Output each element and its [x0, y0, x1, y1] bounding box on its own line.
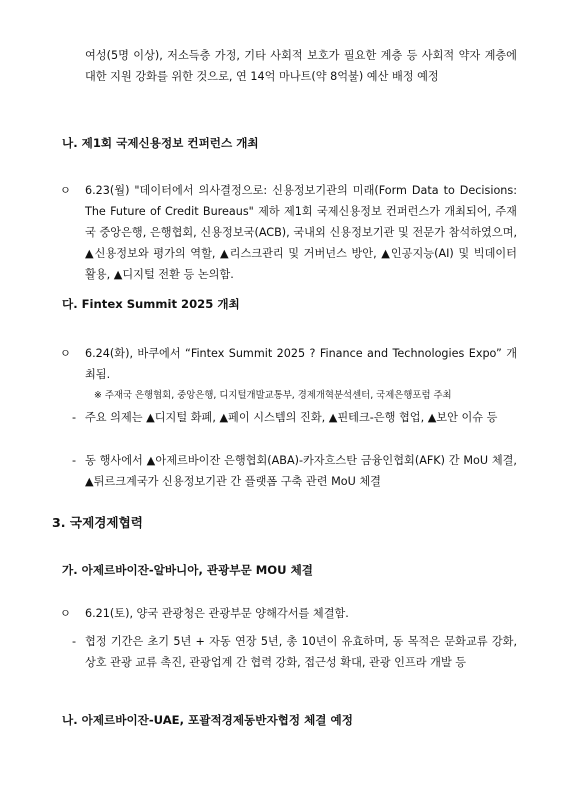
circle-bullet: ㅇ: [60, 607, 71, 620]
dash-bullet: -: [72, 411, 77, 424]
circle-bullet: ㅇ: [60, 184, 71, 197]
conference-body: 6.23(월) "데이터에서 의사결정으로: 신용정보기관의 미래(Form Data to Decisions: The Future of Credit Bureaus" 제하 제1회 국제신용정보 컨퍼런스가 개최되어, 주재국 중앙은행, 은행협회, 신용정보국(ACB), 국내외 신용정보기관 및 전문가 참석하였으며, ▲신용정보와 평가의 역할, ▲리스크관리 및 거버넌스 방안, ▲인공지능(AI) 및 빅데이터 활용, ▲디지털 전환 등 논의함.: [85, 184, 517, 281]
heading-uae-cepa: 나. 아제르바이잔-UAE, 포괄적경제동반자협정 체결 예정: [62, 713, 353, 727]
albania-agreement-item: 협정 기간은 초기 5년 + 자동 연장 5년, 총 10년이 유효하며, 동 목적은 문화교류 강화, 상호 관광 교류 촉진, 관광업계 간 협력 강화, 접근성 확대, 관광 인프라 개발 등: [85, 635, 517, 669]
heading-international-cooperation: 3. 국제경제협력: [52, 515, 143, 530]
fintex-mou-item: 동 행사에서 ▲아제르바이잔 은행협회(ABA)-카자흐스탄 금융인협회(AFK) 간 MoU 체결, ▲튀르크계국가 신용정보기관 간 플랫폼 구축 관련 MoU 체결: [85, 454, 517, 488]
fintex-body: 6.24(화), 바쿠에서 “Fintex Summit 2025 ? Finance and Technologies Expo” 개최됨.: [85, 347, 517, 381]
fintex-agenda-item: 주요 의제는 ▲디지털 화폐, ▲페이 시스템의 진화, ▲핀테크-은행 협업, ▲보안 이슈 등: [85, 411, 498, 424]
circle-bullet: ㅇ: [60, 347, 71, 360]
heading-fintex-summit: 다. Fintex Summit 2025 개최: [62, 297, 240, 311]
heading-credit-conference: 나. 제1회 국제신용정보 컨퍼런스 개최: [62, 136, 259, 150]
intro-paragraph: 여성(5명 이상), 저소득층 가정, 기타 사회적 보호가 필요한 계층 등 사회적 약자 계층에 대한 지원 강화를 위한 것으로, 연 14억 마나트(약 8억불) 예산 배정 예정: [85, 49, 517, 83]
fintex-note: ※ 주재국 은행협회, 중앙은행, 디지털개발교통부, 경제개혁분석센터, 국제은행포럼 주최: [94, 390, 452, 401]
dash-bullet: -: [72, 635, 77, 648]
heading-albania-mou: 가. 아제르바이잔-알바니아, 관광부문 MOU 체결: [62, 563, 313, 577]
albania-body: 6.21(토), 양국 관광청은 관광부문 양해각서를 체결함.: [85, 607, 349, 620]
dash-bullet: -: [72, 454, 77, 467]
